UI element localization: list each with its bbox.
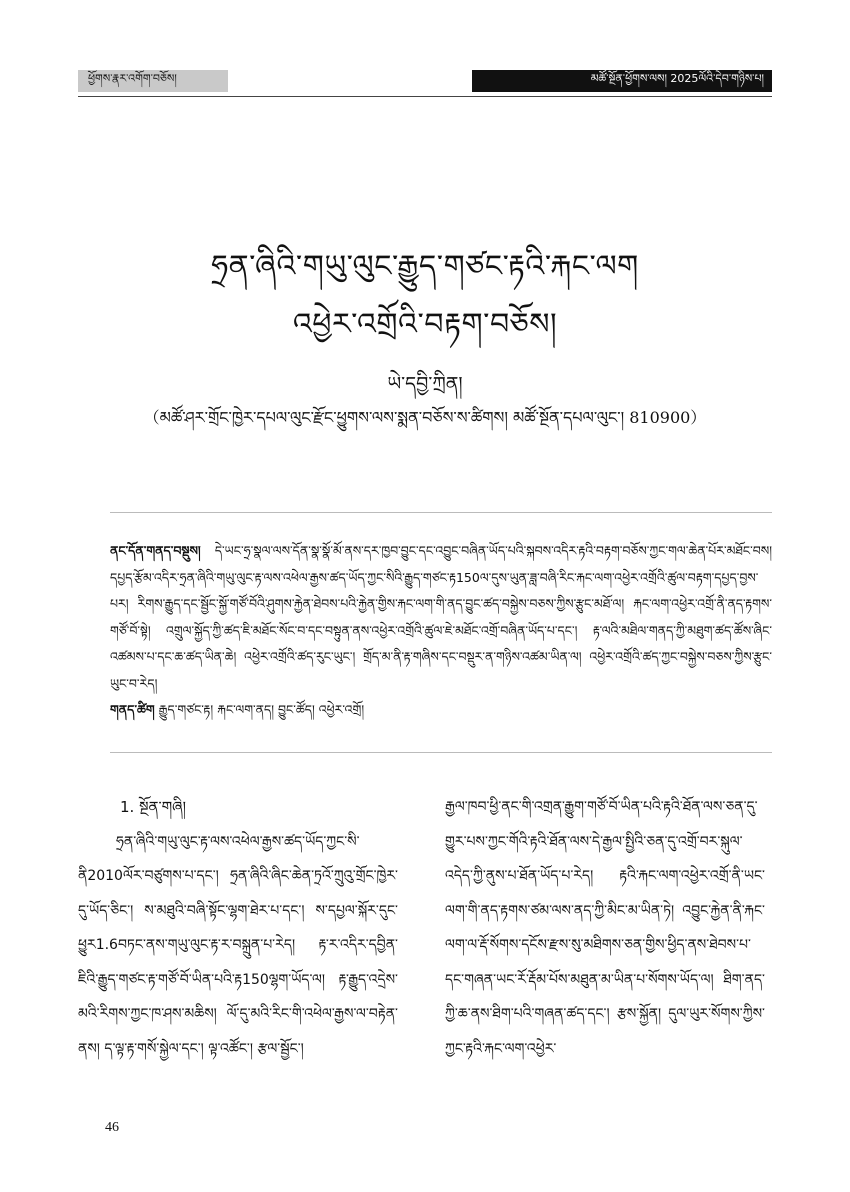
header-divider: [78, 96, 772, 97]
abstract-paragraph: [110, 538, 772, 697]
body-paragraph-left: ཧྲན་ཞིའི་གཡུ་ལུང་རྟ་ལས་འཕེལ་རྒྱས་ཚད་ཡོད་ཀྱང་སི་ནི2010ལོར་བཙུགས་པ་དང་། ཧྲན་ཞིའི་ཞིང་ཆེན་ཏྲའོ་ཀྲུའུ་གྲོང་ཁྱེར་དུ་ཡོད་ཅིང་། ས་མཐུའི་བཞི་སྟོང་ལྷག་ཐེར་པ་དང་། ས་དཔྱལ་སྐོར་དུང་ཕྱུར1.6བཏང་ནས་གཡུ་ལུང་རྟ་ར་བསྐྲུན་པ་རེད། རྟ་ར་འདིར་དབྱིན་ཇིའི་རྒྱུད་གཙང་རྟ་གཙོ་བོ་ཡིན་པའི་རྟ150ལྷག་ཡོད་ལ། རྟ་རྒྱུད་འདྲེས་མའི་རིགས་ཀྱང་ཁ་ཤས་མཆིས། ལོ་དུ་མའི་རིང་གི་འཕེལ་རྒྱས་ལ་བརྟེན་ནས། ད་ལྟ་རྟ་གསོ་སྐྱེལ་དང་། ལྟ་འཚོང་། རྩལ་སྦྱོང་།: [78, 833, 398, 1057]
article-title-line-1: ཧྲན་ཞིའི་གཡུ་ལུང་རྒྱུད་གཙང་རྟའི་རྐང་ལག: [211, 249, 639, 284]
abstract-block: [110, 538, 772, 724]
abstract-top-divider: [110, 512, 772, 513]
abstract-text: དེ་ཡང་ཧྲ་སྣལ་ལས་དོན་སྣ་སྣོ་མོ་ནས་དར་ཁྱབ་བྱུང་དང་འབྱུང་བཞིན་ཡོད་པའི་སྐབས་འདིར་རྟའི་བརྟག་བཅོས་ཀྱང་གལ་ཆེན་པོར་མཐོང་བས། དཔྱད་རྩོམ་འདིར་ཧྲན་ཞིའི་གཡུ་ལུང་རྟ་ལས་འཕེལ་རྒྱས་ཚད་ཡོད་ཀྱང་སིའི་རྒྱུད་གཙང་རྟ150ལ་དུས་ཡུན་ཟླ་བཞི་རིང་རྐང་ལག་འཕྱེར་འགྲོའི་ཚུལ་བརྟག་དཔྱད་བྱས་པར། རིགས་རྒྱུད་དང་སྦྱོང་སྐྱོ་གཙོ་བོའི་ཤུགས་རྐྱེན་ཐེབས་པའི་རྐྱེན་གྱིས་རྐང་ལག་གི་ནད་བྱུང་ཚད་བསྐྱེས་བཅས་ཀྱིས་རྩུང་མཐོ་ལ། རྐང་ལག་འཕྱེར་འགྲོ་ནི་ནད་རྟགས་གཙོ་བོ་སྟེ། འགྲུལ་སྐྱོད་ཀྱི་ཚད་ཇི་མཐོང་སོང་བ་དང་བསྟུན་ནས་འཕྱེར་འགྲོའི་ཚུལ་ཇེ་མཐོང་འགྲོ་བཞིན་ཡོད་པ་དང་། རྟ་ལའི་མཐིལ་གནད་ཀྱི་མཐུག་ཚད་ཚོས་ཞིང་འཚམས་པ་དང་ཆ་ཚད་ཡིན་ཆེ། འཕྱེར་འགྲོའི་ཚད་རུང་ཡུང་། གྲོད་མ་ནི་རྟ་གཞིས་དང་བསྡུར་ན་གཉིས་འཚམ་ཡིན་ལ། འཕྱེར་འགྲོའི་ཚད་ཀྱང་བསྐྱེས་བཅས་ཀྱིས་རྩུང་ཡུང་བ་རེད།: [110, 543, 772, 691]
article-title-line-2: འཕྱེར་འགྲོའི་བརྟག་བཅོས།: [292, 307, 558, 342]
abstract-bottom-divider: [110, 752, 772, 753]
author-name: ཡེ་དབྱི་ཀྲིན།: [387, 373, 463, 395]
body-column-left: [78, 790, 398, 1066]
body-paragraph-right: རྒྱལ་ཁབ་ཕྱི་ནང་གི་འགྲན་རྒྱུག་གཙོ་བོ་ཡིན་པའི་རྟའི་ཐོན་ལས་ཅན་དུ་གྱུར་པས་ཀྱང་གོའི་རྟའི་ཐོན་ལས་དེ་རྒྱལ་སྤྱིའི་ཅན་དུ་འགྲོ་བར་སྐུལ་འདེད་ཀྱི་ནུས་པ་ཐོན་ཡོད་པ་རེད། རྟའི་རྐང་ལག་འཕྱེར་འགྲོ་ནི་ཡང་ལག་གི་ནད་རྟགས་ཙམ་ལས་ནད་ཀྱི་མིང་མ་ཡིན་ཏེ། འབྱུང་རྐྱེན་ནི་རྐང་ལག་ལ་རྡོ་སོགས་དངོས་རྫས་སུ་མཐིགས་ཅན་གྱིས་ཕྱིད་ནས་ཐེབས་པ་དང་གཞན་ཡང་རོ་རྡོམ་པོས་མཐུན་མ་ཡིན་པ་སོགས་ཡོད་ལ། ཐིག་ནད་ཀྱི་ཆ་ནས་ཐིག་པའི་གཞན་ཚད་དང་། རྩས་སྐྱོན། དུལ་ཡུར་སོགས་ཀྱིས་ཀྱང་རྟའི་རྐང་ལག་འཕྱེར་: [445, 799, 765, 1057]
page-number: 46: [105, 1120, 119, 1135]
running-header-left: ཕྱོགས་རྣར་འགོག་བཅོས།: [78, 70, 228, 92]
running-header-right: མཚོ་སྔོན་ཕྱོགས་ལས། 2025ལོའི་དེབ་གཉིས་པ།: [472, 70, 772, 92]
keywords-label: གནད་ཚིག: [110, 702, 155, 717]
keywords-paragraph: [110, 697, 772, 724]
section-heading: 1. སྔོན་གཞི།: [120, 798, 186, 816]
abstract-label: ནང་དོན་གནད་བསྡུས།: [110, 543, 201, 558]
body-column-right: [445, 790, 765, 1066]
author-affiliation: （མཚོ་ཤར་གྲོང་ཁྱེར་དཔལ་ལུང་རྫོང་ཕྱུགས་ལས་སྨན་བཅོས་ས་ཚིགས། མཚོ་སྔོན་དཔལ་ལུང་། 810900）: [143, 408, 707, 427]
keywords-text: རྒྱུད་གཙང་རྟ། རྐང་ལག་ནད། བྱུང་ཚོད། འཕྱེར་འགྲོ།: [154, 702, 365, 717]
